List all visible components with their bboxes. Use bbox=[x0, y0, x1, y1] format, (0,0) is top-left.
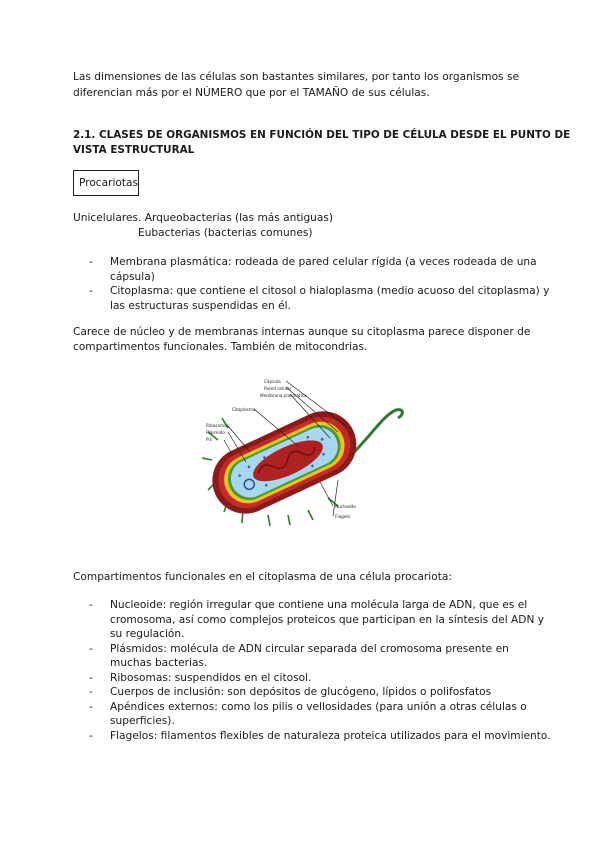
list-item-line: las estructuras suspendidas en él. bbox=[110, 299, 291, 312]
list-item-line: cromosoma, así como complejos proteicos que participan en la síntesis del ADN y bbox=[110, 613, 545, 626]
list-item bbox=[73, 700, 600, 729]
list-item-line: Ribosomas: suspendidos en el citosol. bbox=[110, 671, 312, 684]
prokaryotic-cell-diagram bbox=[198, 370, 408, 530]
list-item-line: Cuerpos de inclusión: son depósitos de glucógeno, lípidos o polifosfatos bbox=[110, 686, 492, 698]
procariotas-box: Procariotas bbox=[73, 170, 139, 196]
diagram-label: Plásmido bbox=[206, 430, 225, 435]
diagram-label: Membrana plasmática bbox=[260, 393, 307, 398]
list-item bbox=[73, 729, 600, 744]
list-item bbox=[73, 685, 600, 700]
membrane-list bbox=[73, 255, 600, 313]
section-heading-line-1: 2.1. CLASES DE ORGANISMOS EN FUNCIÓN DEL TIPO DE CÉLULA DESDE EL PUNTO DE bbox=[73, 129, 571, 141]
list-item bbox=[73, 671, 600, 686]
diagram-label: Cápsula bbox=[264, 379, 281, 384]
list-item-line: superficies). bbox=[110, 715, 175, 727]
list-item-line: cápsula) bbox=[110, 270, 155, 283]
list-item-line: muchas bacterias. bbox=[110, 657, 208, 669]
diagram-label: Pili bbox=[206, 437, 212, 442]
list-item-line: Membrana plasmática: rodeada de pared celular rígida (a veces rodeada de una bbox=[110, 256, 537, 268]
list-item-line: Plásmidos: molécula de ADN circular separada del cromosoma presente en bbox=[110, 642, 509, 655]
list-item-line: Citoplasma: que contiene el citosol o hialoplasma (medio acuoso del citoplasma) y bbox=[110, 285, 550, 297]
diagram-label: Citoplasma bbox=[232, 407, 256, 412]
diagram-label: Flagelo bbox=[335, 514, 351, 519]
list-item-line: Nucleoide: región irregular que contiene una molécula larga de ADN, que es el bbox=[110, 599, 528, 611]
compartments-list bbox=[73, 598, 600, 743]
section-heading-line-2: VISTA ESTRUCTURAL bbox=[73, 144, 195, 156]
diagram-label: Ribosomas bbox=[206, 423, 229, 428]
intro-line-1: Las dimensiones de las células son bastantes similares, por tanto los organismos se bbox=[73, 71, 519, 83]
unicelulares-line-2: Eubacterias (bacterias comunes) bbox=[138, 227, 313, 239]
intro-line-2: diferencian más por el NÚMERO que por el TAMAÑO de sus células. bbox=[73, 87, 430, 99]
flagellum-shape bbox=[348, 410, 402, 458]
list-item-line: Flagelos: filamentos flexibles de naturaleza proteica utilizados para el movimiento. bbox=[110, 729, 551, 742]
list-item bbox=[73, 284, 600, 313]
list-item-line: su regulación. bbox=[110, 628, 185, 640]
list-item bbox=[73, 598, 600, 642]
unicelulares-line-1: Unicelulares. Arqueobacterias (las más antiguas) bbox=[73, 212, 334, 224]
paragraph-line-1: Carece de núcleo y de membranas internas aunque su citoplasma parece disponer de bbox=[73, 326, 531, 338]
paragraph-line-2: compartimentos funcionales. También de mitocondrias. bbox=[73, 341, 368, 353]
list-item bbox=[73, 642, 600, 671]
compartments-title: Compartimentos funcionales en el citoplasma de una célula procariota: bbox=[73, 571, 452, 583]
list-item-line: Apéndices externos: como los pilis o vellosidades (para unión a otras células o bbox=[110, 700, 527, 713]
diagram-label: Nucleoide bbox=[335, 504, 356, 509]
cell-illustration bbox=[198, 370, 408, 530]
diagram-label: Pared celular bbox=[264, 386, 292, 391]
list-item bbox=[73, 255, 600, 284]
